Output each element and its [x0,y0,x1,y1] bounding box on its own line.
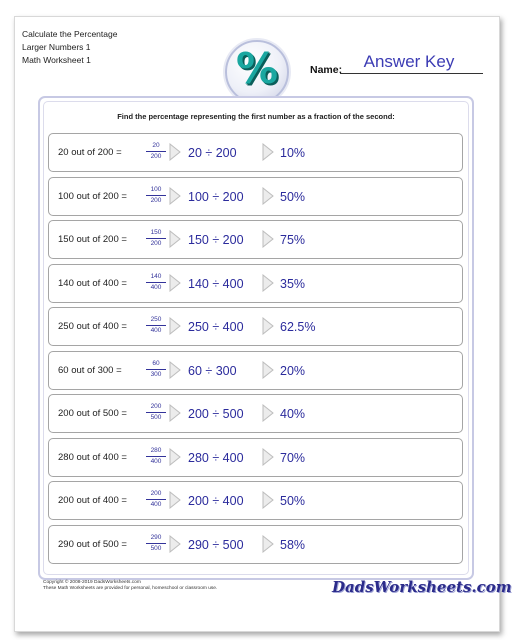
arrow-right-icon [262,404,274,422]
percent-answer: 75% [280,233,306,247]
fraction-numerator: 140 [146,273,166,283]
percent-answer: 62.5% [280,320,316,334]
arrow-right-icon [262,143,274,161]
fraction [146,360,166,379]
fraction-denominator: 200 [150,240,162,247]
problem-statement: 200 out of 400 = [58,495,127,506]
problem-statement: 250 out of 400 = [58,321,127,332]
problem-statement: 150 out of 200 = [58,234,127,245]
instructions: Find the percentage representing the first number as a fraction of the second: [117,112,395,121]
percent-answer: 70% [280,450,306,465]
percent-answer: 50% [280,494,306,508]
fraction [146,186,166,205]
arrow-right-icon [169,230,181,248]
division-expression: 290 ÷ 500 [188,537,244,552]
fraction-denominator: 400 [150,501,162,508]
arrow-right-icon [262,448,274,466]
fraction [146,229,166,248]
percent-answer: 10% [280,146,306,160]
division-expression: 150 ÷ 200 [188,233,244,247]
fraction-denominator: 200 [150,196,162,204]
problem-row [48,307,463,346]
percent-answer: 40% [280,407,306,421]
percent-logo-icon [225,40,289,104]
percent-answer: 20% [280,363,306,378]
worksheet-title: Calculate the Percentage [22,29,118,39]
problem-statement: 200 out of 500 = [58,408,127,419]
division-expression: 200 ÷ 500 [188,407,244,421]
problem-statement: 290 out of 500 = [58,538,127,550]
worksheet-header [22,28,117,67]
fraction-numerator: 290 [146,534,166,544]
arrow-right-icon [169,491,181,509]
fraction-numerator: 150 [146,229,166,239]
answer-key-label: Answer Key [363,52,455,71]
arrow-right-icon [169,361,181,379]
arrow-right-icon [169,143,181,161]
percent-answer: 50% [280,189,306,204]
division-expression: 100 ÷ 200 [188,189,244,204]
problem-statement: 280 out of 400 = [58,451,127,463]
arrow-right-icon [262,274,274,292]
fraction [146,142,166,161]
arrow-right-icon [262,535,274,553]
copyright-line: Copyright © 2008-2019 DadsWorksheets.com [43,580,141,585]
fraction-numerator: 200 [146,403,166,413]
percent-answer: 35% [280,276,306,291]
brand-logo: DadsWorksheets.com [332,578,512,596]
problem-row [48,525,463,564]
copyright-notice [43,580,217,592]
fraction [146,316,166,335]
fraction-denominator: 300 [150,370,162,378]
fraction [146,447,166,466]
arrow-right-icon [262,187,274,205]
worksheet-number: Math Worksheet 1 [22,55,91,65]
arrow-right-icon [169,448,181,466]
fraction-denominator: 200 [150,153,162,160]
fraction [146,490,166,509]
fraction-numerator: 250 [146,316,166,326]
arrow-right-icon [262,317,274,335]
problem-row [48,220,463,259]
arrow-right-icon [262,491,274,509]
problem-row [48,264,463,303]
arrow-right-icon [169,535,181,553]
fraction-denominator: 400 [150,327,162,334]
arrow-right-icon [262,230,274,248]
name-label: Name: [310,64,343,76]
problem-statement: 100 out of 200 = [58,190,127,202]
fraction-denominator: 500 [150,414,162,421]
division-expression: 140 ÷ 400 [188,276,244,291]
problem-row [48,394,463,433]
problem-row [48,133,463,172]
percent-answer: 58% [280,537,306,552]
arrow-right-icon [169,404,181,422]
percent-logo-symbol: % [235,44,279,93]
name-line [340,73,483,74]
fraction-numerator: 100 [146,186,166,196]
arrow-right-icon [169,187,181,205]
fraction-denominator: 400 [150,283,162,291]
worksheet-subtitle: Larger Numbers 1 [22,42,91,52]
fraction-numerator: 60 [146,360,166,370]
fraction-numerator: 200 [146,490,166,500]
problem-statement: 60 out of 300 = [58,364,122,376]
division-expression: 20 ÷ 200 [188,146,237,160]
division-expression: 60 ÷ 300 [188,363,237,378]
usage-line: These Math Worksheets are provided for personal, homeschool or classroom use. [43,586,218,591]
fraction-numerator: 280 [146,447,166,457]
fraction-denominator: 400 [150,457,162,465]
arrow-right-icon [169,317,181,335]
division-expression: 250 ÷ 400 [188,320,244,334]
fraction-numerator: 20 [146,142,166,152]
fraction [146,534,166,553]
problem-statement: 20 out of 200 = [58,147,122,158]
fraction [146,273,166,292]
problem-row [48,351,463,390]
arrow-right-icon [262,361,274,379]
division-expression: 200 ÷ 400 [188,494,244,508]
problem-statement: 140 out of 400 = [58,277,127,289]
fraction-denominator: 500 [150,544,162,552]
fraction [146,403,166,422]
problem-row [48,481,463,520]
arrow-right-icon [169,274,181,292]
problem-row [48,177,463,216]
problem-row [48,438,463,477]
division-expression: 280 ÷ 400 [188,450,244,465]
